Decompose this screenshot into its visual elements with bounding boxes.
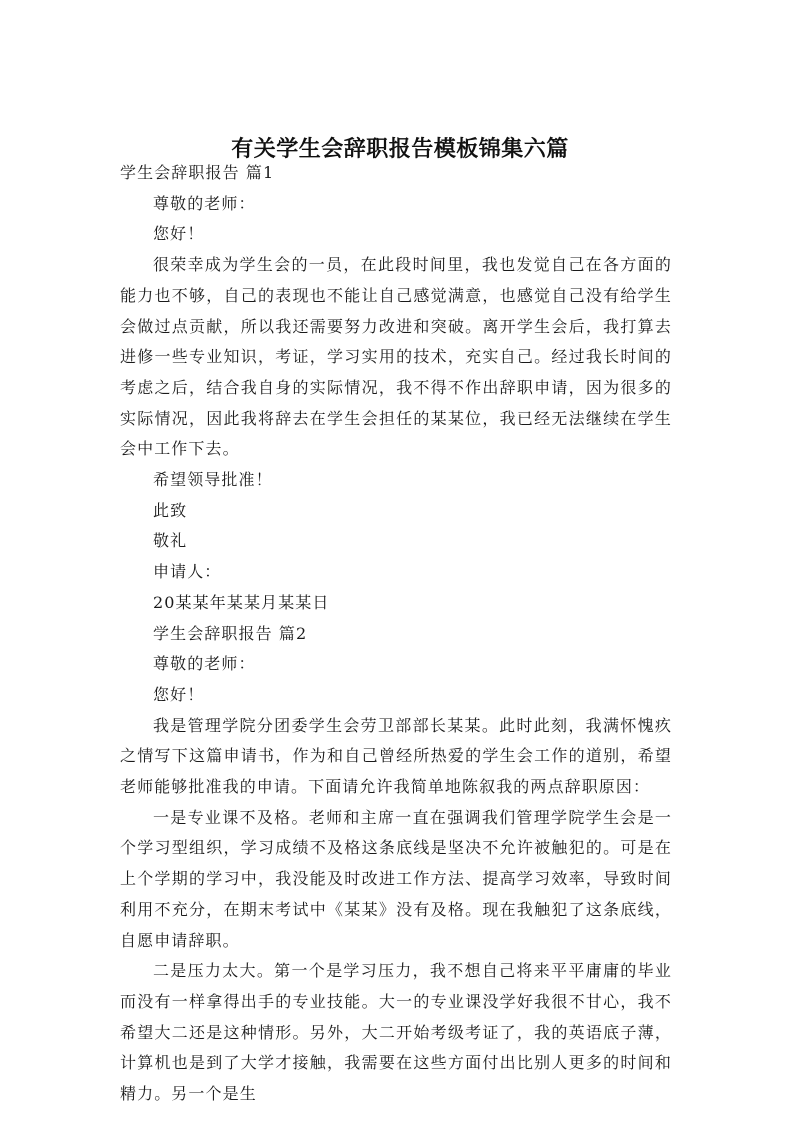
date-line: 20某某年某某月某某日 — [153, 592, 330, 612]
body-paragraph: 一是专业课不及格。老师和主席一直在强调我们管理学院学生会是一个学习型组织，学习成绩不及格这条底线是坚决不允许被触犯的。可是在上个学期的学习中，我没能及时改进工作方法、提高学习效率，导致时间利用不充分，在期末考试中《某某》没有及格。现在我触犯了这条底线，自愿申请辞职。 — [120, 807, 672, 950]
greeting: 您好！ — [153, 224, 205, 244]
closing-jingli: 敬礼 — [153, 531, 188, 551]
applicant-label: 申请人： — [153, 562, 222, 582]
document-title: 有关学生会辞职报告模板锦集六篇 — [231, 136, 569, 162]
body-paragraph: 很荣幸成为学生会的一员，在此段时间里，我也发觉自己在各方面的能力也不够，自己的表现也不能让自己感觉满意，也感觉自己没有给学生会做过点贡献，所以我还需要努力改进和突破。离开学生会后，我打算去进修一些专业知识，考证，学习实用的技术，充实自己。经过我长时间的考虑之后，结合我自身的实际情况，我不得不作出辞职申请，因为很多的实际情况，因此我将辞去在学生会担任的某某位，我已经无法继续在学生会中工作下去。 — [120, 255, 672, 459]
section-heading-2: 学生会辞职报告 篇2 — [153, 623, 308, 643]
greeting: 您好！ — [153, 684, 205, 704]
closing-request: 希望领导批准！ — [153, 470, 273, 490]
body-paragraph: 我是管理学院分团委学生会劳卫部部长某某。此时此刻，我满怀愧疚之情写下这篇申请书，作为和自己曾经所热爱的学生会工作的道别，希望老师能够批准我的申请。下面请允许我简单地陈叙我的两点辞职原因： — [120, 715, 672, 797]
salutation: 尊敬的老师： — [153, 193, 256, 213]
salutation: 尊敬的老师： — [153, 654, 256, 674]
section-heading-1: 学生会辞职报告 篇1 — [120, 163, 275, 182]
closing-cizhi: 此致 — [153, 500, 188, 520]
body-paragraph: 二是压力太大。第一个是学习压力，我不想自己将来平平庸庸的毕业而没有一样拿得出手的专业技能。大一的专业课没学好我很不甘心，我不希望大二还是这种情形。另外，大二开始考级考证了，我的英语底子薄，计算机也是到了大学才接触，我需要在这些方面付出比别人更多的时间和精力。另一个是生 — [120, 961, 672, 1104]
document-body — [120, 158, 672, 1110]
